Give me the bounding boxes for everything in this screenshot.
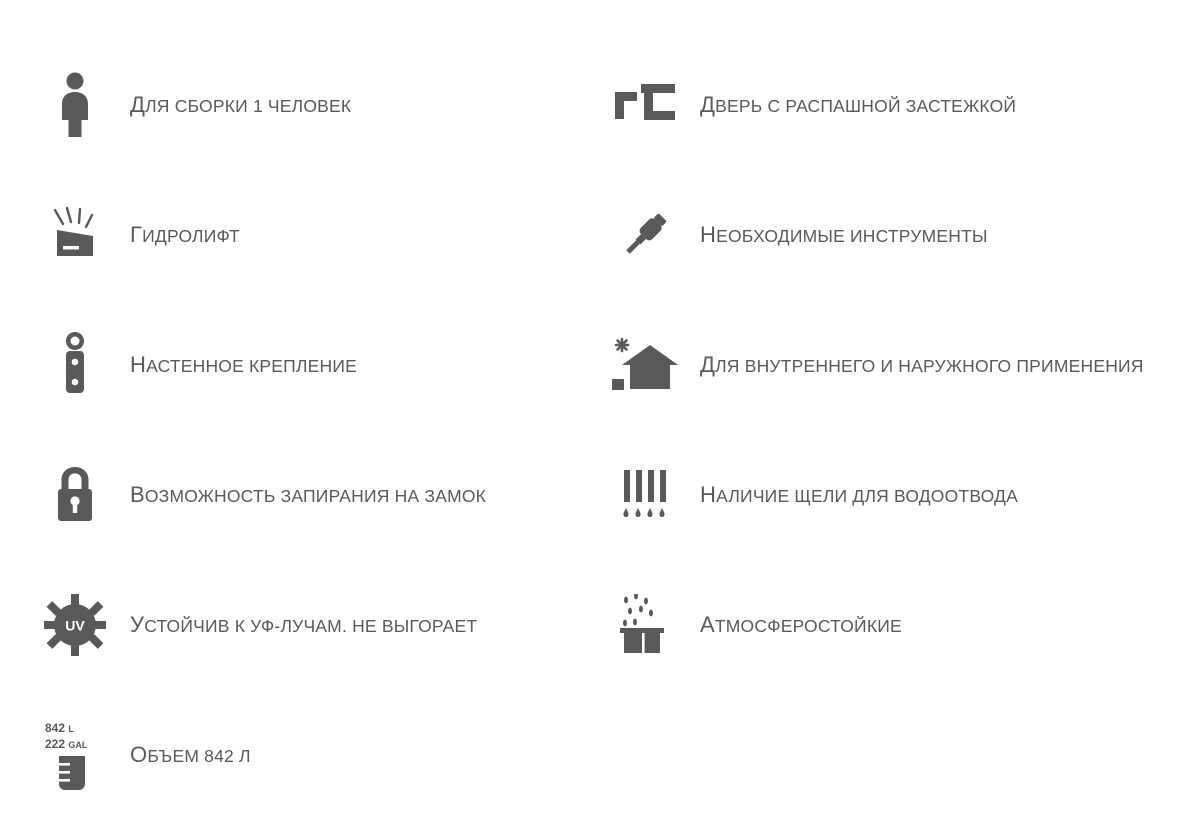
feature-label: ДВЕРЬ С РАСПАШНОЙ ЗАСТЕЖКОЙ bbox=[700, 92, 1017, 118]
weather-resistant-icon bbox=[590, 575, 700, 675]
feature-label: ВОЗМОЖНОСТЬ ЗАПИРАНИЯ НА ЗАМОК bbox=[130, 482, 487, 508]
feature-label: ГИДРОЛИФТ bbox=[130, 222, 240, 248]
volume-gallons-text: 222 GAL bbox=[45, 737, 88, 751]
feature-label: УСТОЙЧИВ К УФ-ЛУЧАМ. НЕ ВЫГОРАЕТ bbox=[130, 612, 478, 638]
svg-text:UV: UV bbox=[65, 617, 85, 634]
uv-resistant-icon bbox=[20, 575, 130, 675]
feature-row bbox=[20, 40, 600, 170]
features-column-left bbox=[20, 40, 600, 820]
feature-row bbox=[590, 300, 1200, 430]
features-column-right bbox=[590, 40, 1200, 690]
feature-label: ОБЪЕМ 842 Л bbox=[130, 742, 251, 768]
feature-label: НЕОБХОДИМЫЕ ИНСТРУМЕНТЫ bbox=[700, 222, 988, 248]
volume-measure-icon bbox=[20, 705, 130, 805]
indoor-outdoor-house-icon bbox=[590, 315, 700, 415]
feature-row bbox=[20, 690, 600, 820]
drainage-slot-icon bbox=[590, 445, 700, 545]
padlock-icon bbox=[20, 445, 130, 545]
feature-row bbox=[590, 170, 1200, 300]
volume-liters-text: 842 L bbox=[45, 721, 74, 735]
feature-row bbox=[20, 560, 600, 690]
feature-label: ДЛЯ ВНУТРЕННЕГО И НАРУЖНОГО ПРИМЕНЕНИЯ bbox=[700, 352, 1144, 378]
feature-row bbox=[590, 430, 1200, 560]
person-icon bbox=[20, 55, 130, 155]
feature-label: ДЛЯ СБОРКИ 1 ЧЕЛОВЕК bbox=[130, 92, 352, 118]
gas-lift-icon bbox=[20, 185, 130, 285]
feature-row bbox=[20, 170, 600, 300]
feature-row bbox=[20, 300, 600, 430]
feature-label: НАЛИЧИЕ ЩЕЛИ ДЛЯ ВОДООТВОДА bbox=[700, 482, 1018, 508]
feature-row bbox=[590, 40, 1200, 170]
feature-label: НАСТЕННОЕ КРЕПЛЕНИЕ bbox=[130, 352, 357, 378]
screwdriver-icon bbox=[590, 185, 700, 285]
feature-label: АТМОСФЕРОСТОЙКИЕ bbox=[700, 612, 902, 638]
feature-row bbox=[20, 430, 600, 560]
swing-door-icon bbox=[590, 55, 700, 155]
wall-mount-icon bbox=[20, 315, 130, 415]
feature-row bbox=[590, 560, 1200, 690]
